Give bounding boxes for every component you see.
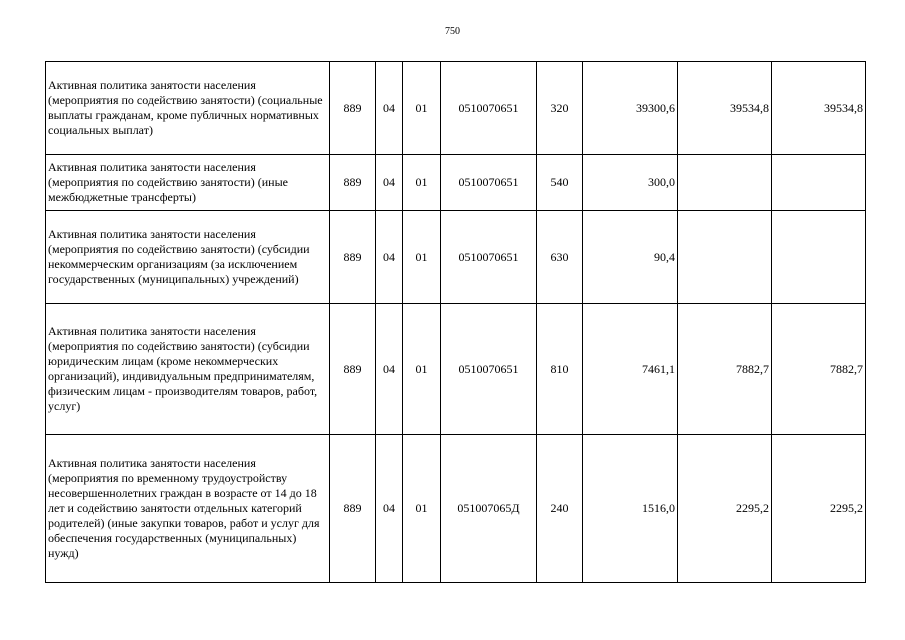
amount-year-3: 39534,8 [772,62,866,155]
target-article-code: 0510070651 [441,304,537,435]
amount-year-2 [678,211,772,304]
ministry-code: 889 [330,62,376,155]
table-row [46,435,866,583]
table-row [46,304,866,435]
target-article-code: 0510070651 [441,211,537,304]
ministry-code: 889 [330,435,376,583]
budget-table [45,61,866,583]
amount-year-1: 1516,0 [583,435,678,583]
row-description: Активная политика занятости населения (мероприятия по содействию занятости) (субсидии некоммерческим организациям (за исключением государственных (муниципальных) учреждений) [46,211,330,304]
amount-year-3 [772,211,866,304]
page-number: 750 [445,26,460,37]
subsection-code: 01 [403,304,441,435]
section-code: 04 [376,211,403,304]
row-description: Активная политика занятости населения (мероприятия по временному трудоустройству несовершеннолетних граждан в возрасте от 14 до 18 лет и содействию занятости отдельных категорий родителей) (иные закупки товаров, работ и услуг для обеспечения государственных (муниципальных) нужд) [46,435,330,583]
target-article-code: 0510070651 [441,155,537,211]
amount-year-3 [772,155,866,211]
subsection-code: 01 [403,62,441,155]
subsection-code: 01 [403,211,441,304]
section-code: 04 [376,435,403,583]
expense-type-code: 540 [537,155,583,211]
section-code: 04 [376,155,403,211]
target-article-code: 051007065Д [441,435,537,583]
expense-type-code: 320 [537,62,583,155]
row-description: Активная политика занятости населения (мероприятия по содействию занятости) (иные межбюджетные трансферты) [46,155,330,211]
target-article-code: 0510070651 [441,62,537,155]
subsection-code: 01 [403,155,441,211]
row-description: Активная политика занятости населения (мероприятия по содействию занятости) (социальные выплаты гражданам, кроме публичных нормативных социальных выплат) [46,62,330,155]
amount-year-3: 7882,7 [772,304,866,435]
expense-type-code: 630 [537,211,583,304]
section-code: 04 [376,62,403,155]
amount-year-2: 7882,7 [678,304,772,435]
amount-year-1: 90,4 [583,211,678,304]
amount-year-1: 300,0 [583,155,678,211]
amount-year-2: 39534,8 [678,62,772,155]
subsection-code: 01 [403,435,441,583]
table-row [46,155,866,211]
ministry-code: 889 [330,304,376,435]
expense-type-code: 240 [537,435,583,583]
expense-type-code: 810 [537,304,583,435]
table-row [46,62,866,155]
ministry-code: 889 [330,155,376,211]
amount-year-1: 39300,6 [583,62,678,155]
amount-year-2: 2295,2 [678,435,772,583]
row-description: Активная политика занятости населения (мероприятия по содействию занятости) (субсидии юридическим лицам (кроме некоммерческих организаций), индивидуальным предпринимателям, физическим лицам - производителям товаров, работ, услуг) [46,304,330,435]
amount-year-2 [678,155,772,211]
amount-year-3: 2295,2 [772,435,866,583]
ministry-code: 889 [330,211,376,304]
section-code: 04 [376,304,403,435]
amount-year-1: 7461,1 [583,304,678,435]
table-row [46,211,866,304]
